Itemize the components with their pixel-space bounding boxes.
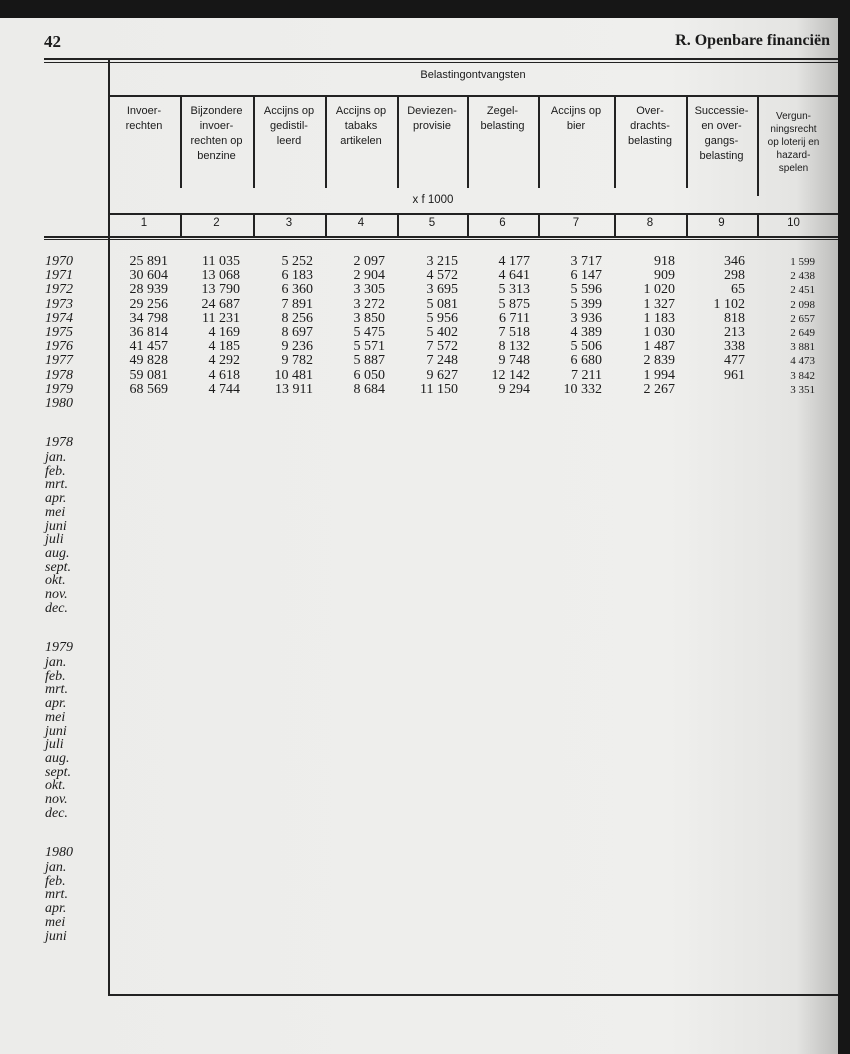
cell-value: 6 050 [353, 367, 385, 383]
column-header: Invoer- rechten [125, 105, 163, 132]
cell-value: 2 438 [790, 270, 815, 283]
cell-value: 5 596 [570, 282, 602, 298]
cell-value: 5 399 [570, 296, 602, 312]
cell-value: 36 814 [129, 325, 168, 340]
cell-value: 2 451 [790, 284, 815, 297]
month-label: aug. [45, 750, 70, 766]
cell-value: 41 457 [129, 339, 168, 355]
cell-value: 4 169 [208, 325, 240, 340]
cell-value: 1 487 [643, 339, 675, 355]
cell-value: 3 272 [353, 296, 385, 312]
column-number: 4 [357, 217, 365, 229]
page-number: 42 [44, 32, 61, 51]
month-label: mei [45, 709, 66, 725]
row-year: 1973 [45, 296, 73, 312]
cell-value: 1 327 [643, 296, 675, 312]
cell-value: 2 649 [790, 327, 815, 339]
cell-value: 1 599 [790, 256, 815, 268]
cell-value: 34 798 [129, 310, 168, 326]
cell-value: 11 035 [202, 254, 240, 269]
cell-value: 7 891 [281, 296, 313, 312]
column-header: Accijns op gedistil- leerd [263, 105, 315, 147]
cell-value: 3 305 [353, 282, 385, 298]
cell-value: 961 [724, 367, 745, 383]
column-number-rule [44, 236, 838, 238]
cell-value: 10 481 [274, 367, 313, 383]
cell-value: 13 790 [201, 282, 240, 298]
month-label: jan. [45, 860, 67, 875]
month-label: sept. [45, 764, 72, 780]
month-label: apr. [45, 491, 67, 507]
month-label: feb. [45, 463, 66, 479]
month-label: mrt. [45, 477, 68, 493]
cell-value: 477 [724, 353, 745, 369]
row-year: 1970 [45, 254, 73, 269]
column-number: 3 [285, 217, 293, 229]
cell-value: 6 360 [281, 282, 313, 298]
cell-value: 9 748 [498, 353, 530, 369]
column-header: Bijzondere invoer- rechten op benzine [190, 105, 243, 162]
month-label: aug. [45, 545, 70, 561]
cell-value: 4 744 [208, 381, 240, 397]
cell-value: 3 842 [790, 369, 815, 382]
cell-value: 8 684 [353, 381, 385, 397]
header-rule [108, 213, 838, 215]
cell-value: 213 [724, 325, 745, 340]
chapter-title: R. Openbare financiën [675, 32, 830, 49]
month-label: sept. [45, 559, 72, 575]
group-header: Belastingontvangsten [420, 69, 526, 81]
cell-value: 4 185 [208, 339, 240, 355]
cell-value: 29 256 [129, 296, 168, 312]
column-number: 9 [718, 217, 725, 229]
cell-value: 8 697 [281, 325, 313, 340]
cell-value: 3 936 [570, 310, 602, 326]
month-label: feb. [45, 873, 66, 889]
cell-value: 4 618 [208, 367, 240, 383]
month-label: juli [45, 532, 64, 548]
cell-value: 7 572 [426, 339, 458, 355]
unit-label: x f 1000 [412, 194, 454, 206]
cell-value: 5 506 [570, 339, 602, 355]
cell-value: 5 081 [426, 296, 458, 312]
cell-value: 1 030 [643, 325, 675, 340]
cell-value: 3 881 [790, 341, 815, 354]
cell-value: 11 150 [420, 381, 458, 397]
column-number: 10 [787, 217, 800, 229]
cell-value: 8 132 [498, 339, 530, 355]
cell-value: 6 711 [499, 310, 530, 326]
cell-value: 4 177 [498, 254, 530, 269]
cell-value: 4 572 [426, 268, 458, 284]
month-label: apr. [45, 901, 67, 917]
cell-value: 8 256 [281, 310, 313, 326]
column-header: Vergun- ningsrecht op loterij en hazard- spelen [767, 111, 820, 174]
cell-value: 3 717 [570, 254, 602, 269]
cell-value: 298 [724, 268, 745, 284]
cell-value: 2 657 [790, 312, 815, 325]
cell-value: 9 627 [426, 367, 458, 383]
month-label: mrt. [45, 887, 68, 903]
column-header: Over- drachts- belasting [627, 105, 673, 147]
cell-value: 4 292 [208, 353, 240, 369]
month-label: jan. [45, 450, 67, 465]
cell-value: 65 [731, 282, 745, 298]
cell-value: 9 294 [498, 381, 530, 397]
cell-value: 49 828 [129, 353, 168, 369]
cell-value: 6 680 [570, 353, 602, 369]
cell-value: 5 956 [426, 310, 458, 326]
cell-value: 10 332 [563, 381, 602, 397]
cell-value: 24 687 [201, 296, 240, 312]
month-label: dec. [45, 600, 68, 616]
stub-divider [108, 60, 110, 995]
group-rule [108, 95, 838, 97]
month-label: apr. [45, 696, 67, 712]
row-year: 1979 [45, 381, 73, 397]
cell-value: 1 183 [643, 310, 675, 326]
cell-value: 7 518 [498, 325, 530, 340]
cell-value: 5 571 [353, 339, 385, 355]
column-number: 5 [428, 217, 436, 229]
top-rule-2 [44, 62, 838, 63]
row-year: 1978 [45, 367, 73, 383]
cell-value: 9 236 [281, 339, 313, 355]
column-number: 7 [572, 217, 580, 229]
month-label: juli [45, 737, 64, 753]
cell-value: 346 [724, 254, 745, 269]
column-number: 6 [499, 217, 506, 229]
month-label: nov. [45, 792, 68, 807]
month-label: juni [45, 928, 67, 944]
cell-value: 68 569 [129, 381, 168, 397]
cell-value: 2 839 [643, 353, 675, 369]
block-year: 1980 [45, 845, 73, 860]
row-year: 1977 [45, 353, 73, 369]
cell-value: 2 098 [790, 298, 815, 311]
month-label: mrt. [45, 682, 68, 698]
column-header: Accijns op bier [550, 105, 602, 132]
month-label: feb. [45, 668, 66, 684]
cell-value: 4 473 [790, 355, 815, 368]
cell-value: 59 081 [129, 367, 168, 383]
cell-value: 1 020 [643, 282, 675, 298]
column-header: Deviezen- provisie [407, 105, 457, 132]
cell-value: 11 231 [202, 310, 240, 326]
document-page [0, 18, 838, 1054]
row-year: 1976 [45, 339, 73, 355]
month-label: mei [45, 504, 66, 520]
column-header: Successie- en over- gangs- belasting [694, 105, 749, 162]
cell-value: 3 215 [426, 254, 458, 269]
cell-value: 4 641 [498, 268, 530, 284]
block-year: 1979 [45, 640, 73, 655]
month-label: juni [45, 518, 67, 534]
column-header: Accijns op tabaks artikelen [335, 105, 387, 147]
column-number-rule-2 [44, 239, 838, 240]
month-label: juni [45, 723, 67, 739]
cell-value: 25 891 [129, 254, 168, 269]
cell-value: 13 068 [201, 268, 240, 284]
cell-value: 918 [654, 254, 675, 269]
column-number: 2 [213, 217, 220, 229]
cell-value: 3 351 [790, 383, 815, 396]
row-year: 1975 [45, 325, 73, 340]
block-year: 1978 [45, 435, 73, 450]
column-header: Zegel- belasting [480, 105, 525, 132]
cell-value: 13 911 [275, 381, 313, 397]
cell-value: 3 850 [353, 310, 385, 326]
column-number: 8 [646, 217, 654, 229]
row-year: 1974 [45, 310, 73, 326]
cell-value: 2 097 [353, 254, 385, 269]
top-rule [44, 58, 838, 60]
month-label: jan. [45, 655, 67, 670]
cell-value: 5 475 [353, 325, 385, 340]
month-label: okt. [45, 573, 66, 589]
cell-value: 4 389 [570, 325, 602, 340]
cell-value: 909 [654, 268, 675, 284]
cell-value: 6 147 [570, 268, 602, 284]
cell-value: 338 [724, 339, 745, 355]
cell-value: 6 183 [281, 268, 313, 284]
cell-value: 12 142 [491, 367, 530, 383]
cell-value: 9 782 [281, 353, 313, 369]
cell-value: 5 887 [353, 353, 385, 369]
cell-value: 3 695 [426, 282, 458, 298]
cell-value: 5 875 [498, 296, 530, 312]
month-label: okt. [45, 778, 66, 794]
cell-value: 2 267 [643, 381, 675, 397]
cell-value: 30 604 [129, 268, 168, 284]
month-label: nov. [45, 587, 68, 602]
cell-value: 5 252 [281, 254, 313, 269]
cell-value: 7 248 [426, 353, 458, 369]
bottom-rule [108, 994, 838, 996]
cell-value: 818 [724, 310, 745, 326]
column-number: 1 [140, 217, 148, 229]
cell-value: 5 313 [498, 282, 530, 298]
cell-value: 28 939 [129, 282, 168, 298]
cell-value: 2 904 [353, 268, 385, 284]
month-label: mei [45, 914, 66, 930]
cell-value: 5 402 [426, 325, 458, 340]
row-year: 1972 [45, 282, 73, 298]
cell-value: 1 102 [713, 296, 745, 312]
row-year: 1971 [45, 268, 73, 284]
row-year: 1980 [45, 396, 73, 411]
cell-value: 1 994 [643, 367, 675, 383]
cell-value: 7 211 [571, 367, 602, 383]
month-label: dec. [45, 805, 68, 821]
